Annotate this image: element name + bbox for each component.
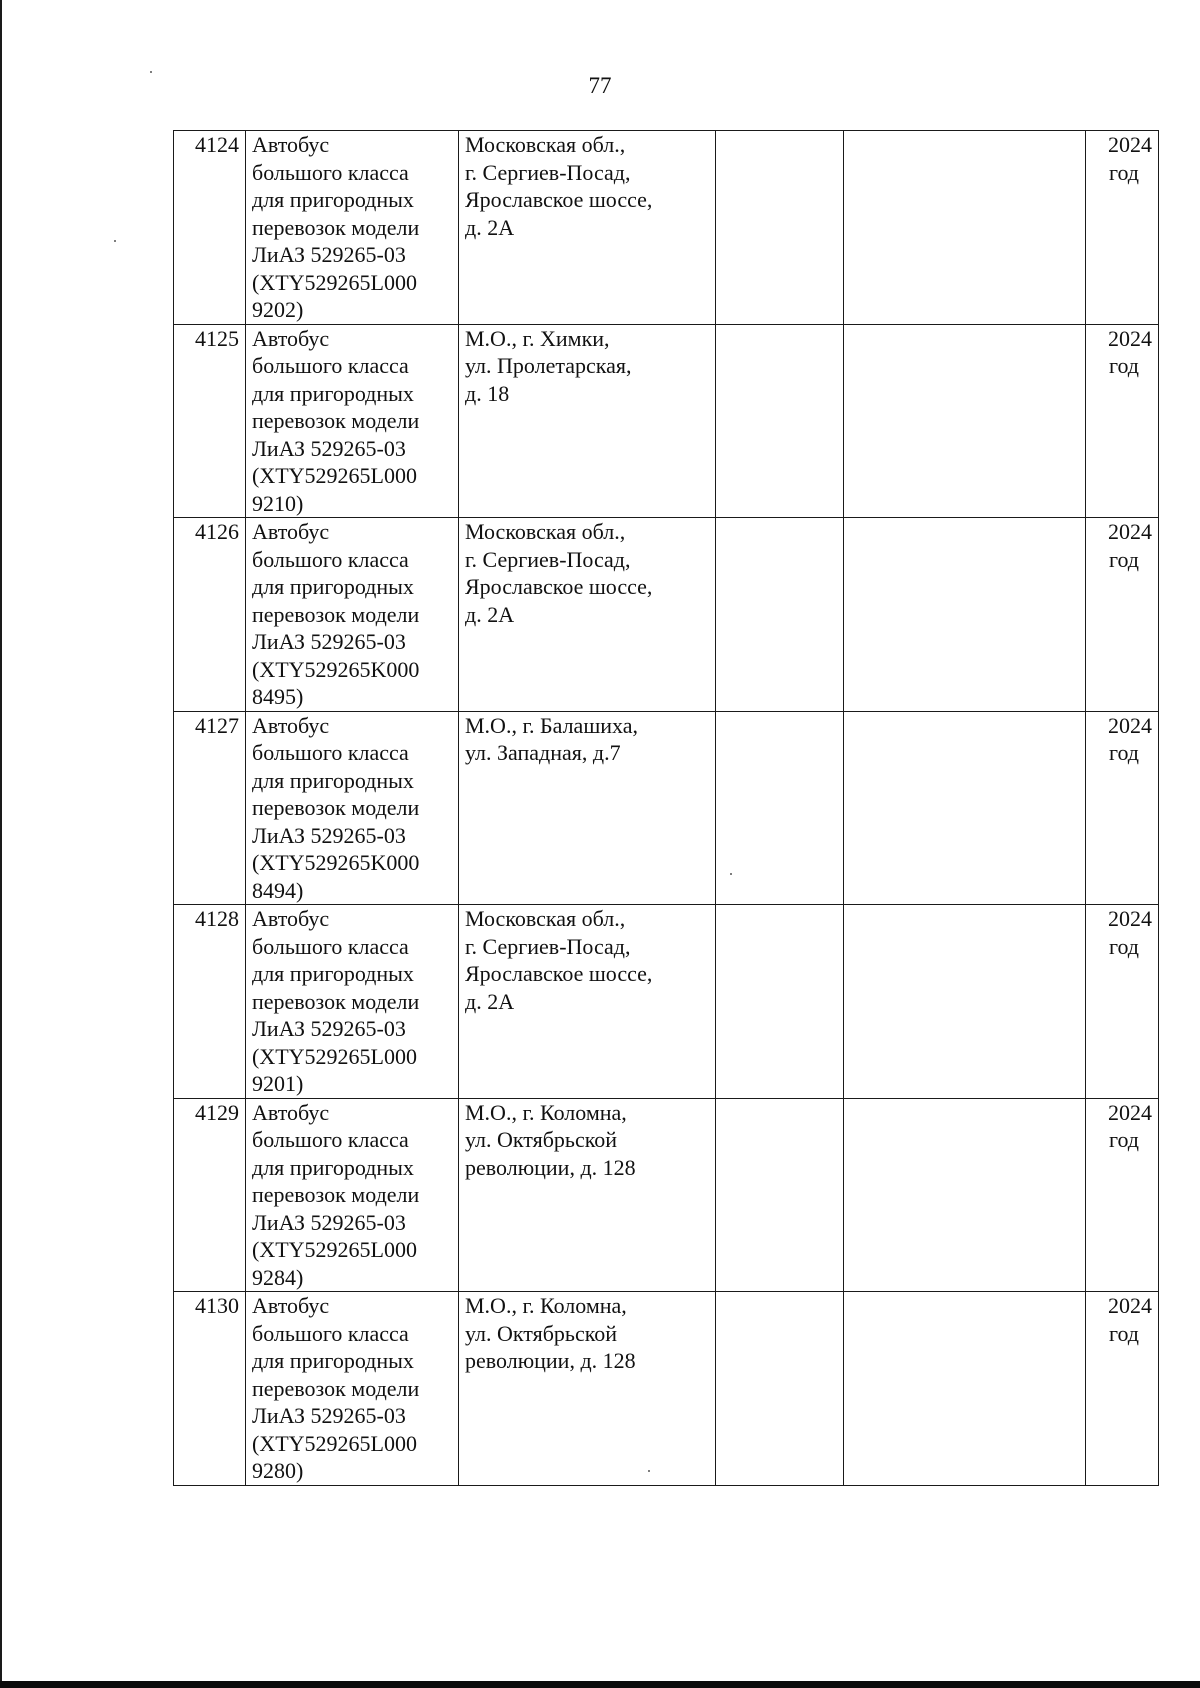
vehicle-name-line: (XTY529265L000 — [252, 463, 417, 488]
scan-speck — [114, 240, 116, 242]
address-line: М.О., г. Коломна, — [465, 1099, 627, 1125]
year-unit: год — [1108, 933, 1140, 959]
address-line: ул. Октябрьской — [465, 1127, 618, 1152]
row-number-cell: 4127 — [174, 711, 246, 905]
vehicle-name-line: перевозок модели — [252, 1375, 420, 1401]
vehicle-name-line: 9210) — [252, 490, 304, 516]
row-number-cell: 4129 — [174, 1098, 246, 1292]
year-unit: год — [1108, 159, 1140, 185]
vehicle-name-line: Автобус — [252, 906, 330, 931]
table-row — [174, 518, 1159, 712]
vehicle-name-cell — [246, 131, 459, 325]
address-cell — [459, 1292, 716, 1486]
address-line: д. 2А — [465, 214, 515, 240]
year-cell — [1086, 711, 1159, 905]
vehicle-name-line: 8494) — [252, 877, 304, 903]
vehicle-name-line: большого класса — [252, 1127, 409, 1152]
empty-cell — [844, 131, 1086, 325]
vehicle-name-line: (XTY529265L000 — [252, 1430, 417, 1456]
row-number-cell: 4124 — [174, 131, 246, 325]
empty-cell — [844, 905, 1086, 1099]
vehicle-name-line: Автобус — [252, 132, 330, 157]
vehicle-name-line: для пригородных — [252, 574, 414, 599]
registry-table-body — [174, 131, 1159, 1486]
vehicle-name-cell — [246, 905, 459, 1099]
year-value: 2024 — [1108, 906, 1152, 931]
row-number-cell: 4125 — [174, 324, 246, 518]
address-line: Московская обл., — [465, 519, 626, 544]
empty-cell — [716, 905, 844, 1099]
address-cell — [459, 905, 716, 1099]
empty-cell — [844, 324, 1086, 518]
vehicle-name-cell — [246, 711, 459, 905]
vehicle-name-line: перевозок модели — [252, 1182, 420, 1207]
empty-cell — [716, 131, 844, 325]
vehicle-name-cell — [246, 324, 459, 518]
address-line: ул. Западная, д.7 — [465, 740, 621, 765]
registry-table — [173, 130, 1159, 1486]
address-line: Московская обл., — [465, 132, 626, 157]
vehicle-name-line: ЛиАЗ 529265-03 — [252, 1016, 406, 1041]
year-value: 2024 — [1108, 1293, 1152, 1318]
address-line: ул. Октябрьской — [465, 1320, 618, 1346]
address-line: ул. Пролетарская, — [465, 353, 632, 378]
vehicle-name-line: для пригородных — [252, 187, 414, 212]
year-cell — [1086, 131, 1159, 325]
vehicle-name-line: 9202) — [252, 297, 304, 322]
year-cell — [1086, 518, 1159, 712]
vehicle-name-line: большого класса — [252, 933, 409, 959]
vehicle-name-line: Автобус — [252, 1099, 330, 1125]
vehicle-name-line: ЛиАЗ 529265-03 — [252, 629, 406, 654]
table-row — [174, 1292, 1159, 1486]
address-line: г. Сергиев-Посад, — [465, 933, 631, 959]
year-value: 2024 — [1108, 712, 1152, 738]
vehicle-name-line: (XTY529265L000 — [252, 1237, 417, 1262]
year-unit: год — [1108, 1320, 1140, 1346]
address-line: д. 2А — [465, 988, 515, 1014]
row-number-cell: 4126 — [174, 518, 246, 712]
empty-cell — [716, 1098, 844, 1292]
vehicle-name-line: большого класса — [252, 159, 409, 185]
vehicle-name-line: ЛиАЗ 529265-03 — [252, 242, 406, 267]
vehicle-name-line: Автобус — [252, 712, 330, 738]
year-unit: год — [1108, 740, 1140, 765]
address-line: М.О., г. Химки, — [465, 325, 610, 351]
address-cell — [459, 131, 716, 325]
year-value: 2024 — [1108, 325, 1152, 351]
address-line: Ярославское шоссе, — [465, 961, 653, 986]
row-number-cell: 4130 — [174, 1292, 246, 1486]
address-line: Московская обл., — [465, 906, 626, 931]
vehicle-name-line: Автобус — [252, 1293, 330, 1318]
row-number-cell: 4128 — [174, 905, 246, 1099]
empty-cell — [844, 1292, 1086, 1486]
vehicle-name-line: ЛиАЗ 529265-03 — [252, 435, 406, 461]
address-line: революции, д. 128 — [465, 1154, 636, 1180]
vehicle-name-line: большого класса — [252, 740, 409, 765]
empty-cell — [716, 1292, 844, 1486]
year-cell — [1086, 1292, 1159, 1486]
year-unit: год — [1108, 353, 1140, 378]
year-cell — [1086, 905, 1159, 1099]
empty-cell — [844, 1098, 1086, 1292]
vehicle-name-line: перевозок модели — [252, 408, 420, 433]
vehicle-name-line: Автобус — [252, 325, 330, 351]
vehicle-name-line: перевозок модели — [252, 601, 420, 627]
vehicle-name-line: для пригородных — [252, 1348, 414, 1373]
year-unit: год — [1108, 1127, 1140, 1152]
empty-cell — [716, 711, 844, 905]
vehicle-name-line: ЛиАЗ 529265-03 — [252, 822, 406, 848]
vehicle-name-line: большого класса — [252, 546, 409, 572]
vehicle-name-line: 9280) — [252, 1458, 304, 1483]
vehicle-name-line: для пригородных — [252, 1154, 414, 1180]
vehicle-name-line: ЛиАЗ 529265-03 — [252, 1403, 406, 1428]
address-line: Ярославское шоссе, — [465, 574, 653, 599]
year-value: 2024 — [1108, 519, 1152, 544]
vehicle-name-line: большого класса — [252, 353, 409, 378]
table-row — [174, 1098, 1159, 1292]
vehicle-name-line: 8495) — [252, 684, 304, 709]
scan-bottom-edge — [0, 1681, 1200, 1688]
year-value: 2024 — [1108, 132, 1152, 157]
vehicle-name-line: перевозок модели — [252, 214, 420, 240]
year-unit: год — [1108, 546, 1140, 572]
vehicle-name-line: Автобус — [252, 519, 330, 544]
scan-left-edge — [0, 0, 2, 1688]
table-row — [174, 324, 1159, 518]
address-cell — [459, 1098, 716, 1292]
address-line: д. 18 — [465, 380, 510, 406]
vehicle-name-line: (XTY529265L000 — [252, 1043, 417, 1069]
vehicle-name-line: (XTY529265K000 — [252, 850, 420, 875]
vehicle-name-cell — [246, 518, 459, 712]
table-row — [174, 711, 1159, 905]
vehicle-name-line: большого класса — [252, 1320, 409, 1346]
vehicle-name-line: перевозок модели — [252, 988, 420, 1014]
vehicle-name-cell — [246, 1098, 459, 1292]
vehicle-name-line: (XTY529265K000 — [252, 656, 420, 682]
address-line: М.О., г. Балашиха, — [465, 712, 639, 738]
vehicle-name-line: 9201) — [252, 1071, 304, 1096]
empty-cell — [844, 518, 1086, 712]
address-line: революции, д. 128 — [465, 1348, 636, 1373]
vehicle-name-cell — [246, 1292, 459, 1486]
page-number: 77 — [588, 73, 612, 98]
vehicle-name-line: (XTY529265L000 — [252, 269, 417, 295]
table-row — [174, 131, 1159, 325]
vehicle-name-line: ЛиАЗ 529265-03 — [252, 1209, 406, 1235]
empty-cell — [844, 711, 1086, 905]
address-line: М.О., г. Коломна, — [465, 1293, 627, 1318]
table-row — [174, 905, 1159, 1099]
year-cell — [1086, 1098, 1159, 1292]
vehicle-name-line: перевозок модели — [252, 795, 420, 820]
address-line: г. Сергиев-Посад, — [465, 546, 631, 572]
address-cell — [459, 518, 716, 712]
address-cell — [459, 324, 716, 518]
address-line: г. Сергиев-Посад, — [465, 159, 631, 185]
vehicle-name-line: для пригородных — [252, 767, 414, 793]
empty-cell — [716, 324, 844, 518]
address-line: Ярославское шоссе, — [465, 187, 653, 212]
vehicle-name-line: для пригородных — [252, 380, 414, 406]
vehicle-name-line: 9284) — [252, 1264, 304, 1290]
empty-cell — [716, 518, 844, 712]
vehicle-name-line: для пригородных — [252, 961, 414, 986]
address-cell — [459, 711, 716, 905]
year-cell — [1086, 324, 1159, 518]
address-line: д. 2А — [465, 601, 515, 627]
year-value: 2024 — [1108, 1099, 1152, 1125]
